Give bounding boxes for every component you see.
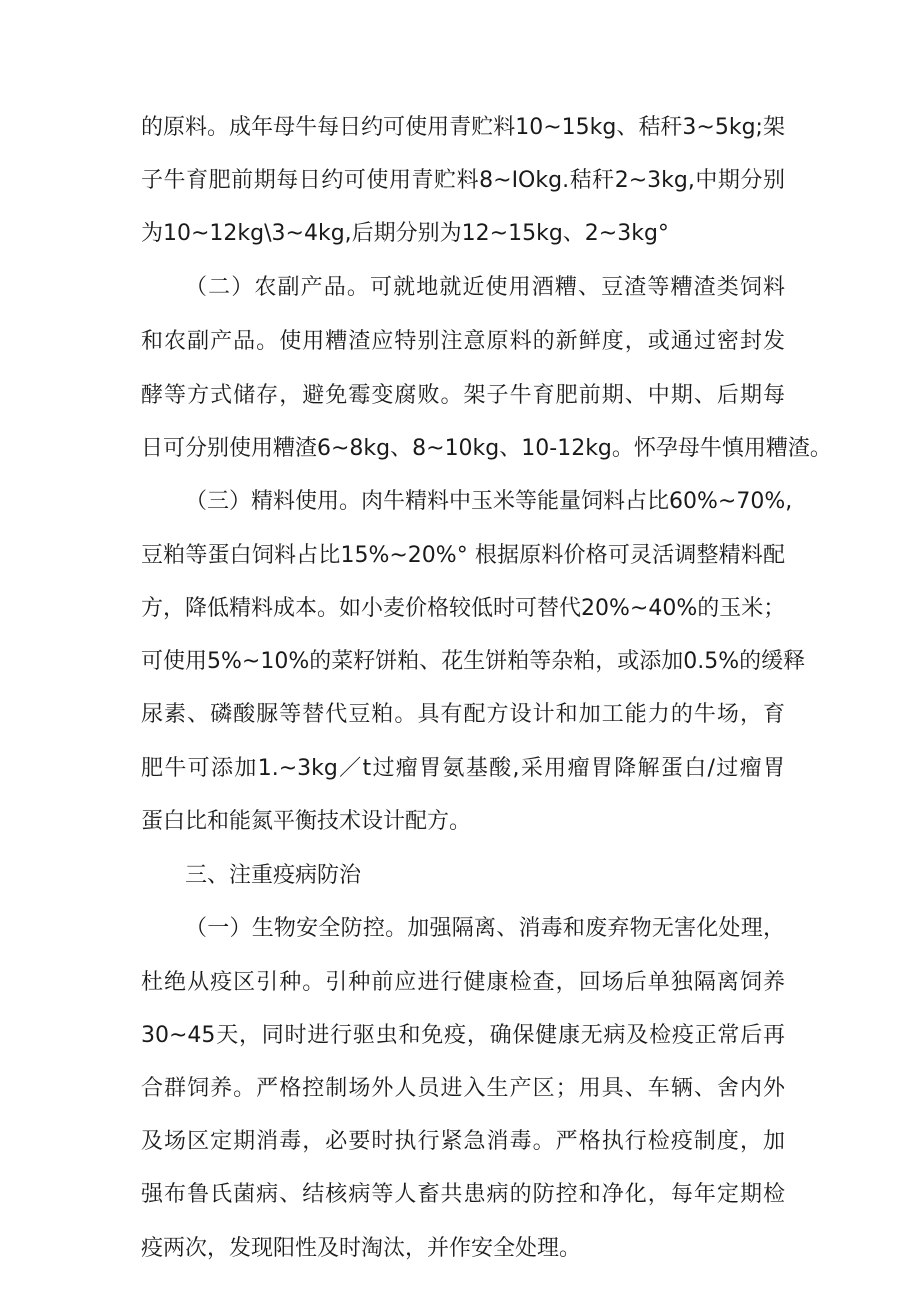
text-line: 可使用5%~10%的菜籽饼粕、花生饼粕等杂粕，或添加0.5%的缓释 xyxy=(141,649,806,674)
text-line: 杜绝从疫区引种。引种前应进行健康检查，回场后单独隔离饲养 xyxy=(141,970,785,995)
text-line: （二）农副产品。可就地就近使用酒糟、豆渣等糟渣类饲料 xyxy=(185,275,785,300)
text-line: （一）生物安全防控。加强隔离、消毒和废弃物无害化处理， xyxy=(185,916,785,941)
text-line: 日可分别使用糟渣6~8kg、8~10kg、10-12kg。怀孕母牛慎用糟渣。 xyxy=(141,436,832,461)
text-line: 尿素、磷酸脲等替代豆粕。具有配方设计和加工能力的牛场，育 xyxy=(141,702,785,727)
text-line: 强布鲁氏菌病、结核病等人畜共患病的防控和净化，每年定期检 xyxy=(141,1182,785,1207)
text-line: 为10~12kg\3~4kg,后期分别为12~15kg、2~3kg° xyxy=(141,221,669,246)
text-line: 豆粕等蛋白饲料占比15%~20%° 根据原料价格可灵活调整精料配 xyxy=(141,543,785,568)
text-line: 的原料。成年母牛每日约可使用青贮料10~15kg、秸秆3~5kg;架 xyxy=(141,115,785,140)
text-line: 酵等方式储存，避免霉变腐败。架子牛育肥前期、中期、后期每 xyxy=(141,383,785,408)
text-line: 疫两次，发现阳性及时淘汰，并作安全处理。 xyxy=(141,1236,582,1261)
text-line: 30~45天，同时进行驱虫和免疫，确保健康无病及检疫正常后再 xyxy=(141,1023,785,1048)
text-line: 和农副产品。使用糟渣应特别注意原料的新鲜度，或通过密封发 xyxy=(141,329,785,354)
text-line: 蛋白比和能氮平衡技术设计配方。 xyxy=(141,809,472,834)
text-line: 子牛育肥前期每日约可使用青贮料8~IOkg.秸秆2~3kg,中期分别 xyxy=(141,168,785,193)
section-heading: 三、注重疫病防治 xyxy=(185,863,362,888)
text-line: 肥牛可添加1.~3kg／t过瘤胃氨基酸,采用瘤胃降解蛋白/过瘤胃 xyxy=(141,756,785,781)
text-line: 合群饲养。严格控制场外人员进入生产区；用具、车辆、舍内外 xyxy=(141,1076,785,1101)
text-line: （三）精料使用。肉牛精料中玉米等能量饲料占比60%~70%, xyxy=(185,489,793,514)
text-line: 方，降低精料成本。如小麦价格较低时可替代20%~40%的玉米； xyxy=(141,596,786,621)
text-line: 及场区定期消毒，必要时执行紧急消毒。严格执行检疫制度，加 xyxy=(141,1129,785,1154)
